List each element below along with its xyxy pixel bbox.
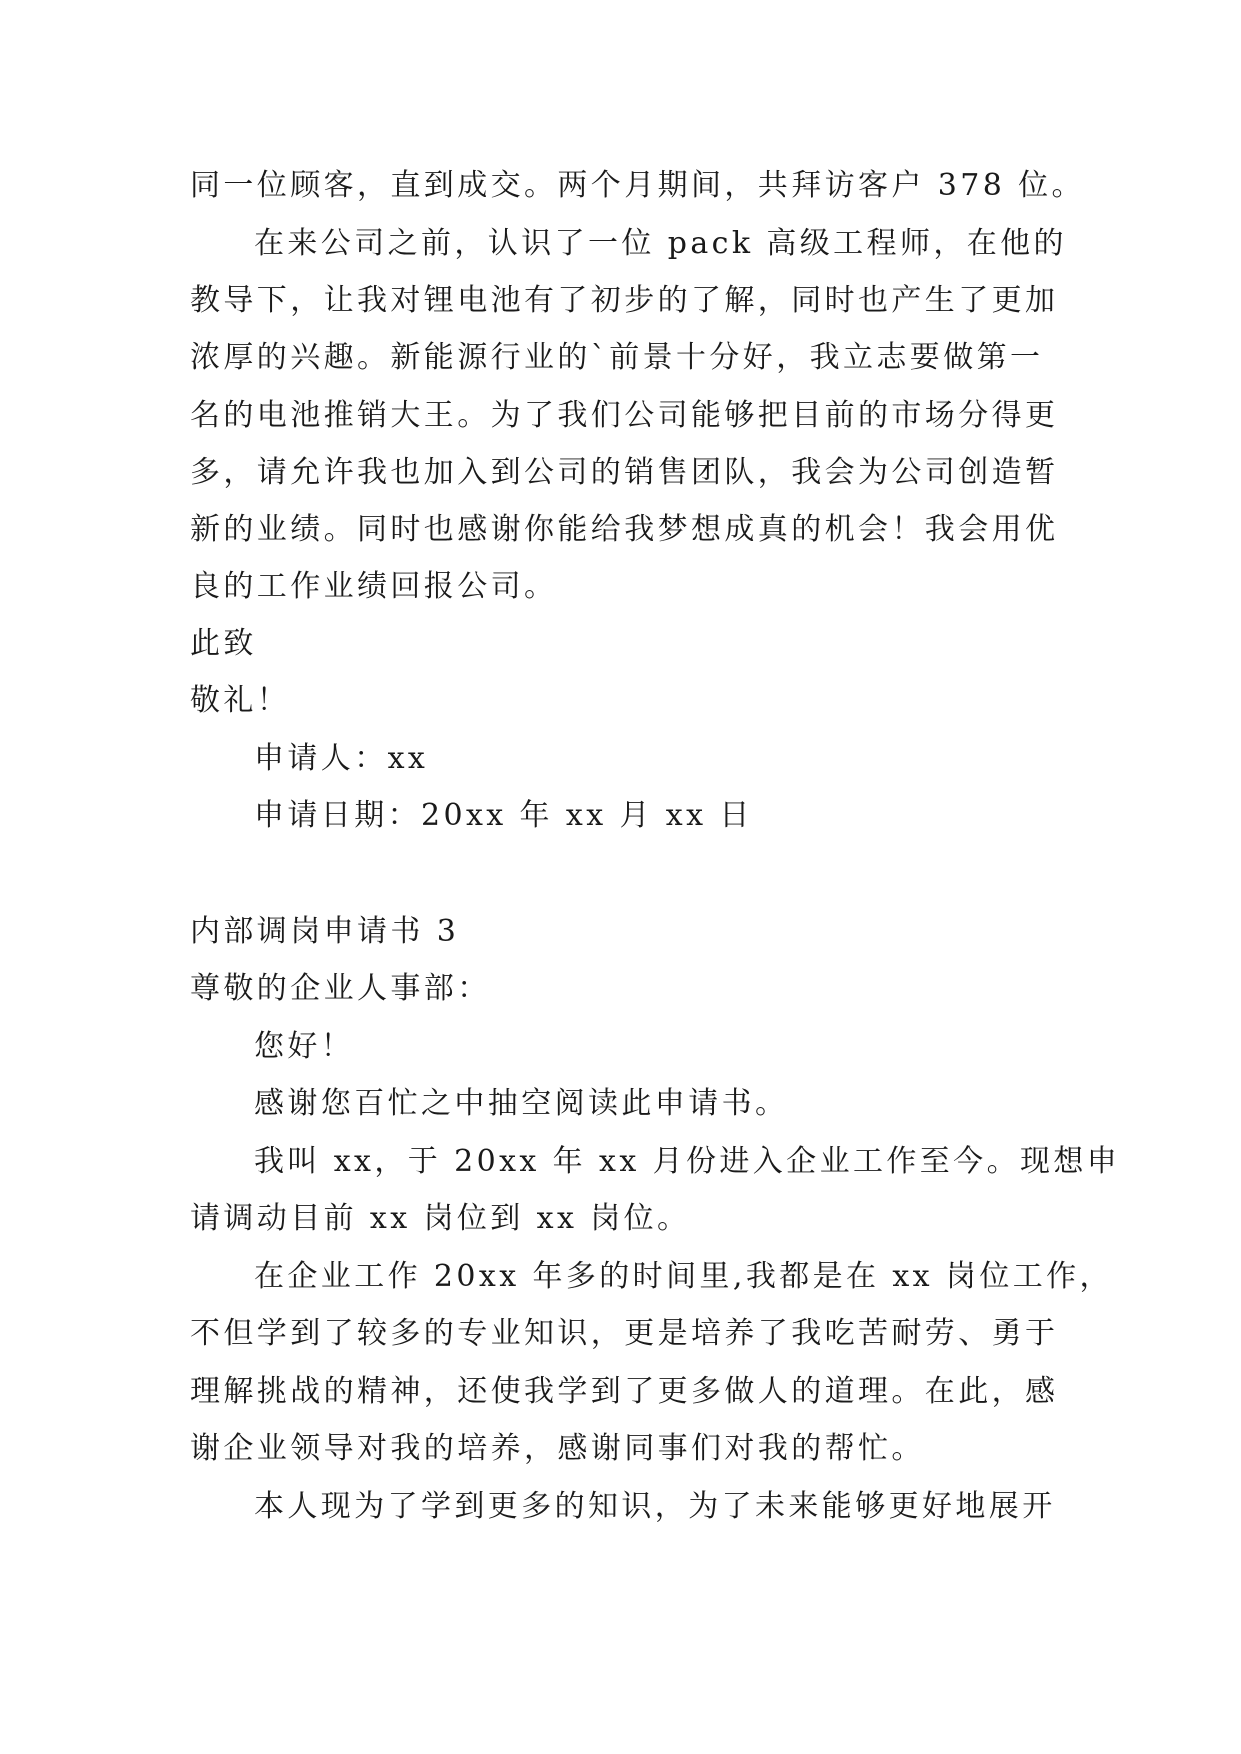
applicant-name: 申请人：xx [254, 741, 429, 776]
text-line: 请调动目前 xx 岗位到 xx 岗位。 [190, 1201, 691, 1236]
greeting: 您好！ [254, 1029, 355, 1064]
paragraph-first-line: 感谢您百忙之中抽空阅读此申请书。 [254, 1086, 789, 1121]
text-line: 新的业绩。同时也感谢你能给我梦想成真的机会！我会用优 [190, 512, 1059, 547]
text-line: 多，请允许我也加入到公司的销售团队，我会为公司创造暂 [190, 455, 1059, 490]
text-line: 同一位顾客，直到成交。两个月期间，共拜访客户 378 位。 [190, 168, 1085, 203]
text-line: 浓厚的兴趣。新能源行业的`前景十分好，我立志要做第一 [190, 340, 1044, 375]
text-line: 良的工作业绩回报公司。 [190, 569, 558, 604]
text-line: 理解挑战的精神，还使我学到了更多做人的道理。在此，感 [190, 1374, 1059, 1409]
closing-regards: 敬礼！ [190, 683, 291, 718]
recipient-line: 尊敬的企业人事部： [190, 971, 491, 1006]
text-line: 谢企业领导对我的培养，感谢同事们对我的帮忙。 [190, 1431, 925, 1466]
paragraph-first-line: 本人现为了学到更多的知识，为了未来能够更好地展开 [254, 1489, 1056, 1524]
paragraph-first-line: 在来公司之前，认识了一位 pack 高级工程师，在他的 [254, 226, 1067, 261]
paragraph-first-line: 我叫 xx，于 20xx 年 xx 月份进入企业工作至今。现想申 [254, 1144, 1121, 1179]
text-line: 名的电池推销大王。为了我们公司能够把目前的市场分得更 [190, 398, 1059, 433]
text-line: 教导下，让我对锂电池有了初步的了解，同时也产生了更加 [190, 283, 1059, 318]
paragraph-first-line: 在企业工作 20xx 年多的时间里,我都是在 xx 岗位工作， [254, 1259, 1113, 1294]
text-line: 不但学到了较多的专业知识，更是培养了我吃苦耐劳、勇于 [190, 1316, 1059, 1351]
closing-salutation: 此致 [190, 626, 257, 661]
application-date: 申请日期：20xx 年 xx 月 xx 日 [254, 798, 753, 833]
section-title: 内部调岗申请书 3 [190, 914, 460, 949]
